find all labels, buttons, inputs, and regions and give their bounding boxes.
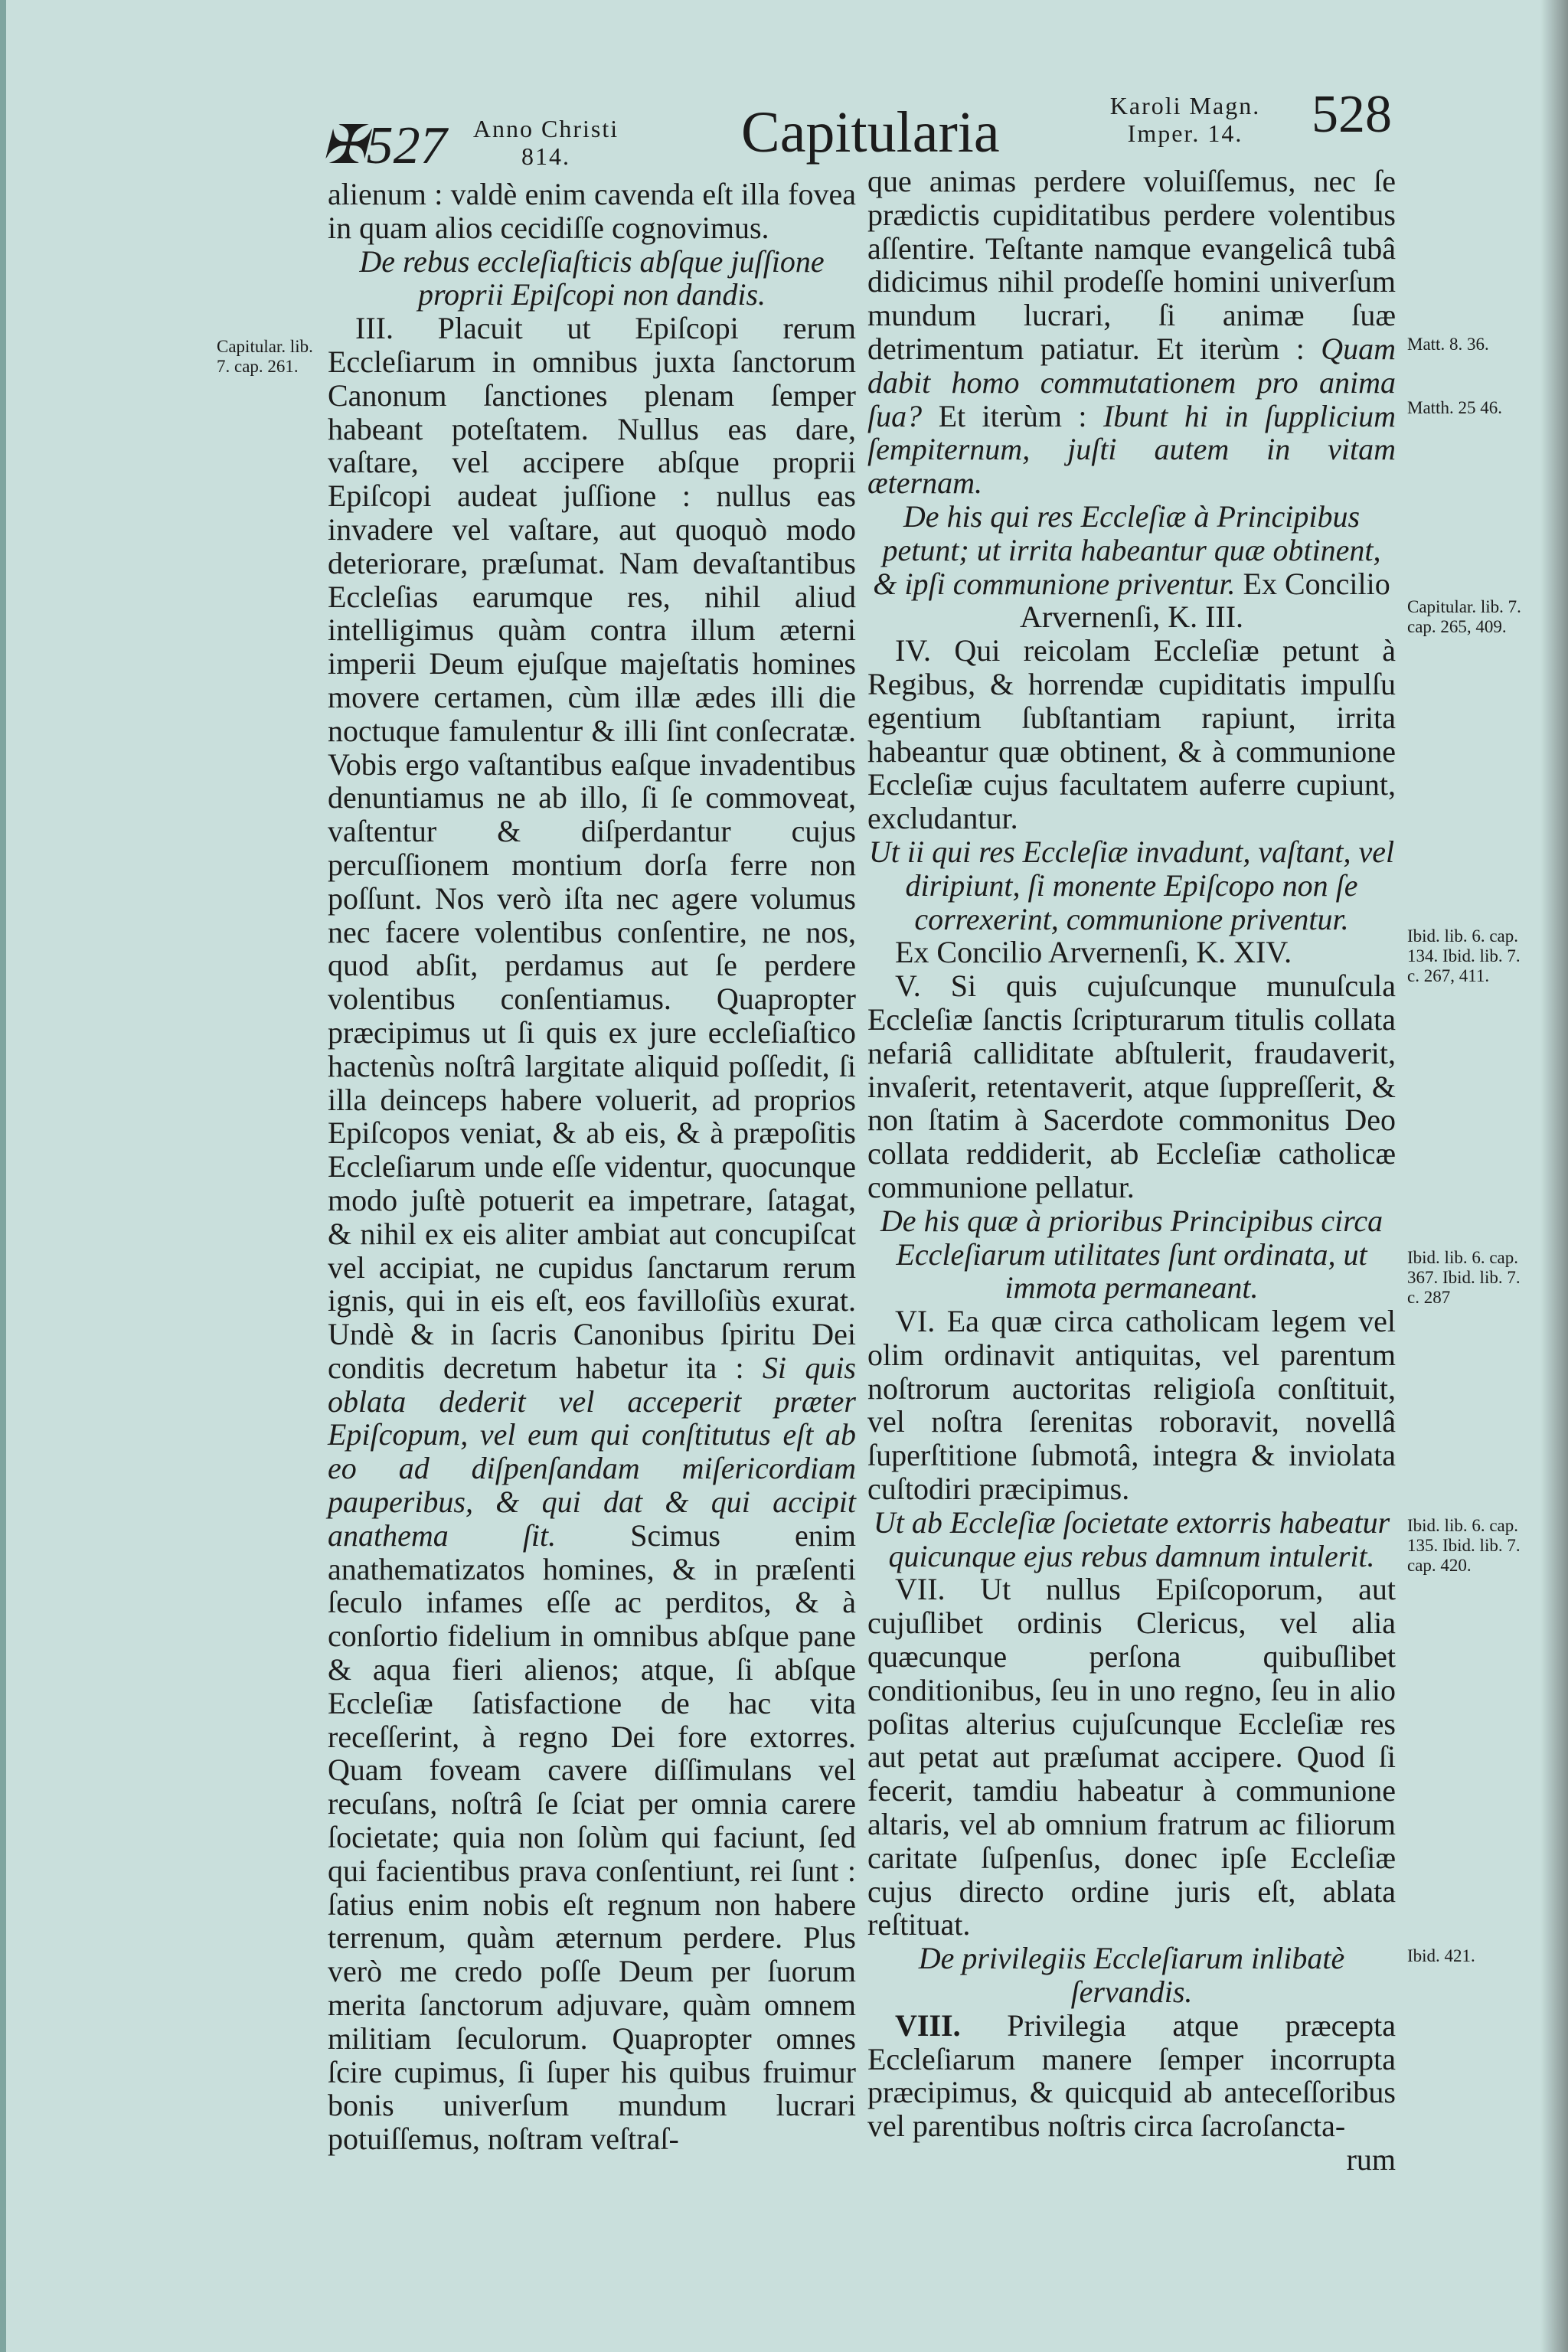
margin-note-right-7: Ibid. 421. bbox=[1407, 1946, 1475, 1965]
chapter-7-text: Ut nullus Epiſcoporum, aut cujuſlibet ordinis Clericus, vel alia quæcunque perſona quibuſlibet conditionibus, ſeu in uno regno, ſeu in alio poſitas alterius cujuſcunque Eccleſiæ res aut petat aut præſumat accipere. Quod ſi fecerit, tamdiu habeatur à communione altaris, vel ab omnium fratrum ac filiorum caritate ſuſpenſus, donec ipſe Eccleſiæ cujus directo ordine juris eſt, ablata reſtituat. bbox=[867, 1572, 1396, 1942]
margin-note-right-6: Ibid. lib. 6. cap. 135. Ibid. lib. 7. cap. 420. bbox=[1407, 1516, 1521, 1575]
margin-note-right-1: Matt. 8. 36. bbox=[1407, 335, 1489, 354]
chapter-5-heading: Ut ii qui res Eccleſiæ invadunt, vaſtant, vel diripiunt, ſi monente Epiſcopo non ſe correxerint, communione priventur. bbox=[868, 834, 1395, 936]
chapter-3-heading: De rebus eccleſiaſticis abſque juſſione proprii Epiſcopi non dandis. bbox=[359, 243, 825, 312]
page-edge-shadow bbox=[1540, 0, 1568, 2352]
chapter-6 bbox=[867, 1305, 1396, 1506]
catchword: rum bbox=[1346, 2142, 1396, 2177]
margin-note-right-5: Ibid. lib. 6. cap. 367. Ibid. lib. 7. c. 287 bbox=[1407, 1248, 1521, 1307]
chapter-5-text: Si quis cujuſcunque munuſcula Eccleſiæ ſanctis ſcripturarum titulis collata nefariâ calliditate abſtulerit, fraudaverit, invaſerit, retentaverit, atque ſuppreſſerit, & non ſtatim à Sacerdote commonitus Deo collata reddiderit, ab Eccleſiæ catholicæ communione pellatur. bbox=[867, 969, 1396, 1204]
matthew-quote-2: Ibunt hi in ſupplicium ſempiternum, juſti autem in vitam æternam. bbox=[867, 398, 1396, 501]
chapter-6-number: VI. bbox=[895, 1304, 936, 1339]
left-running-title-text: Anno Christi bbox=[472, 115, 619, 142]
chapter-3 bbox=[328, 312, 856, 2156]
left-page-number: ✠527 bbox=[322, 116, 447, 175]
right-running-title-text: Karoli Magn. bbox=[1109, 92, 1261, 119]
chapter-4-number: IV. bbox=[895, 633, 932, 668]
right-page-number: 528 bbox=[1312, 85, 1392, 144]
matthew-quote-1: Quam dabit homo commutationem pro anima ſua? bbox=[867, 331, 1396, 433]
chapter-8 bbox=[867, 2009, 1396, 2143]
right-continuation bbox=[867, 165, 1396, 500]
chapter-7-number: VII. bbox=[895, 1572, 946, 1607]
chapter-4-source: Ex Concilio Arvernenſi, K. III. bbox=[1019, 566, 1390, 635]
chapter-7-heading: Ut ab Eccleſiæ ſocietate extorris habeatur quicunque ejus rebus damnum intulerit. bbox=[873, 1504, 1390, 1573]
chapter-4-text: Qui reicolam Eccleſiæ petunt à Regibus, & horrendæ cupiditatis impulſu egentium ſubſtantiam rapiunt, irrita habeantur quæ obtinent, & à communione Eccleſiæ cujus facultatem auferre cupiunt, excludantur. bbox=[867, 633, 1396, 836]
right-column bbox=[867, 165, 1396, 2177]
and-again-text: Et iterùm : bbox=[938, 398, 1087, 433]
chapter-8-number: VIII. bbox=[895, 2007, 961, 2043]
chapter-3-quote: Si quis oblata dederit vel acceperit præter Epiſcopum, vel eum qui conſtitutus eſt ab eo ad diſpenſandam miſericordiam pauperibus, & qui dat & qui accipit anathema ſit. bbox=[328, 1350, 856, 1553]
chapter-4-heading-text: De his qui res Eccleſiæ à Principibus petunt; ut irrita habeantur quæ obtinent, & ipſi communione priventur. bbox=[873, 498, 1381, 601]
chapter-5-source: Ex Concilio Arvernenſi, K. XIV. bbox=[895, 935, 1292, 970]
right-continuation-text: que animas perdere voluiſſemus, nec ſe prædictis cupiditatibus perdere volentibus aſſentire. Teſtante namque evangelicâ tubâ didicimus nihil prodeſſe homini univerſum mundum lucrari, ſi animæ ſuæ detrimentum patiatur. Et iterùm : bbox=[867, 164, 1396, 366]
margin-note-right-3: Capitular. lib. 7. cap. 265, 409. bbox=[1407, 597, 1521, 636]
chapter-4 bbox=[867, 634, 1396, 835]
left-column bbox=[328, 178, 856, 2156]
chapter-7 bbox=[867, 1573, 1396, 1942]
margin-note-right-4: Ibid. lib. 6. cap. 134. Ibid. lib. 7. c. 267, 411. bbox=[1407, 926, 1521, 985]
chapter-4-heading bbox=[867, 500, 1396, 634]
left-running-year: 814. bbox=[521, 142, 570, 170]
chapter-8-text: Privilegia atque præcepta Eccleſiarum manere ſemper incorrupta præcipimus, & quicquid ab anteceſſoribus vel parentibus noſtris circa ſacroſancta- bbox=[867, 2007, 1396, 2144]
chapter-3-number: III. bbox=[355, 311, 394, 346]
margin-note-left-1: Capitular. lib. 7. cap. 261. bbox=[217, 337, 313, 376]
book-page bbox=[6, 0, 1568, 2352]
chapter-5 bbox=[867, 969, 1396, 1204]
chapter-8-heading: De privilegiis Eccleſiarum inlibatè ſervandis. bbox=[918, 1941, 1345, 2010]
chapter-6-text: Ea quæ circa catholicam legem vel olim ordinavit antiquitas, vel parentum noſtrorum auctoritas religioſa conſtituit, vel noſtra ſerenitas roboravit, novellâ ſuperſtitione ſubmotâ, integra & inviolata cuſtodiri præcipimus. bbox=[867, 1304, 1396, 1507]
chapter-5-number: V. bbox=[895, 969, 921, 1004]
left-running-title bbox=[446, 115, 645, 170]
page-title: Capitularia bbox=[741, 100, 1000, 165]
right-running-title bbox=[1074, 92, 1296, 147]
chapter-3-text-b: Scimus enim anathematizatos homines, & in præſenti ſeculo infames eſſe ac perditos, & à conſortio fidelium in omnibus abſque pane & aqua fieri alienos; atque, ſi abſque Eccleſiæ ſatisfactione de hac vita receſſerint, à regno Dei fore extorres. Quam foveam cavere diſſimulans vel recuſans, noſtrâ ſe ſciat per omnia carere ſocietate; quia non ſolùm qui faciunt, ſed qui facientibus prava conſentiunt, rei ſunt : ſatius enim nobis eſt regnum non habere terrenum, quàm æternum perdere. Plus verò me credo poſſe Deum per ſuorum merita ſanctorum adjuvare, quàm omnem militiam ſeculorum. Quapropter omnes ſcire cupimus, ſi ſuper his quibus fruimur bonis univerſum mundum lucrari potuiſſemus, noſtram veſtraſ- bbox=[328, 1517, 857, 2157]
chapter-6-heading: De his quæ à prioribus Principibus circa Eccleſiarum utilitates ſunt ordinata, ut immota permaneant. bbox=[880, 1203, 1383, 1305]
chapter-3-text: Placuit ut Epiſcopi rerum Eccleſiarum in omnibus juxta ſanctorum Canonum ſanctiones plenam ſemper habeant poteſtatem. Nullus eas dare, vaſtare, vel accipere abſque proprii Epiſcopi audeat juſſione : nullus eas invadere vel vaſtare, aut quoquò modo deteriorare, præſumat. Nam devaſtantibus Eccleſias earumque res, nihil aliud intelligimus quàm contra illum æterni imperii Deum ejuſque majeſtatis homines movere certamen, cùm illæ ædes illi die noctuque famulentur & illi ſint conſecratæ. Vobis ergo vaſtantibus eaſque invadentibus denuntiamus ne ab illo, ſi ſe commoveat, vaſtentur & diſperdantur cujus percuſſionem montium dorſa ferre non poſſunt. Nos verò iſta nec agere volumus nec facere volentibus conſentire, ne nos, quod abſit, perdamus aut ſe perdere volentibus conſentiamus. Quapropter præcipimus ut ſi quis ex jure eccleſiaſtico hactenùs noſtrâ largitate aliquid poſſedit, ſi illa deinceps habere voluerit, ad proprios Epiſcopos veniat, & ab eis, & à præpoſitis Eccleſiarum unde eſſe videntur, quocunque modo juſtè potuerit ea impetrare, ſatagat, & nihil ex eis aliter ambiat aut concupiſcat vel accipiat, ne cupidus ſanctarum rerum ignis, qui in eis eſt, eos favilloſiùs exurat. Undè & in ſacris Canonibus ſpiritu Dei conditis decretum habetur ita : bbox=[328, 311, 856, 1385]
margin-note-right-2: Matth. 25 46. bbox=[1407, 398, 1502, 417]
left-opening-text: alienum : valdè enim cavenda eſt illa fovea in quam alios cecidiſſe cognovimus. bbox=[328, 177, 856, 245]
right-running-reign: Imper. 14. bbox=[1127, 119, 1243, 147]
